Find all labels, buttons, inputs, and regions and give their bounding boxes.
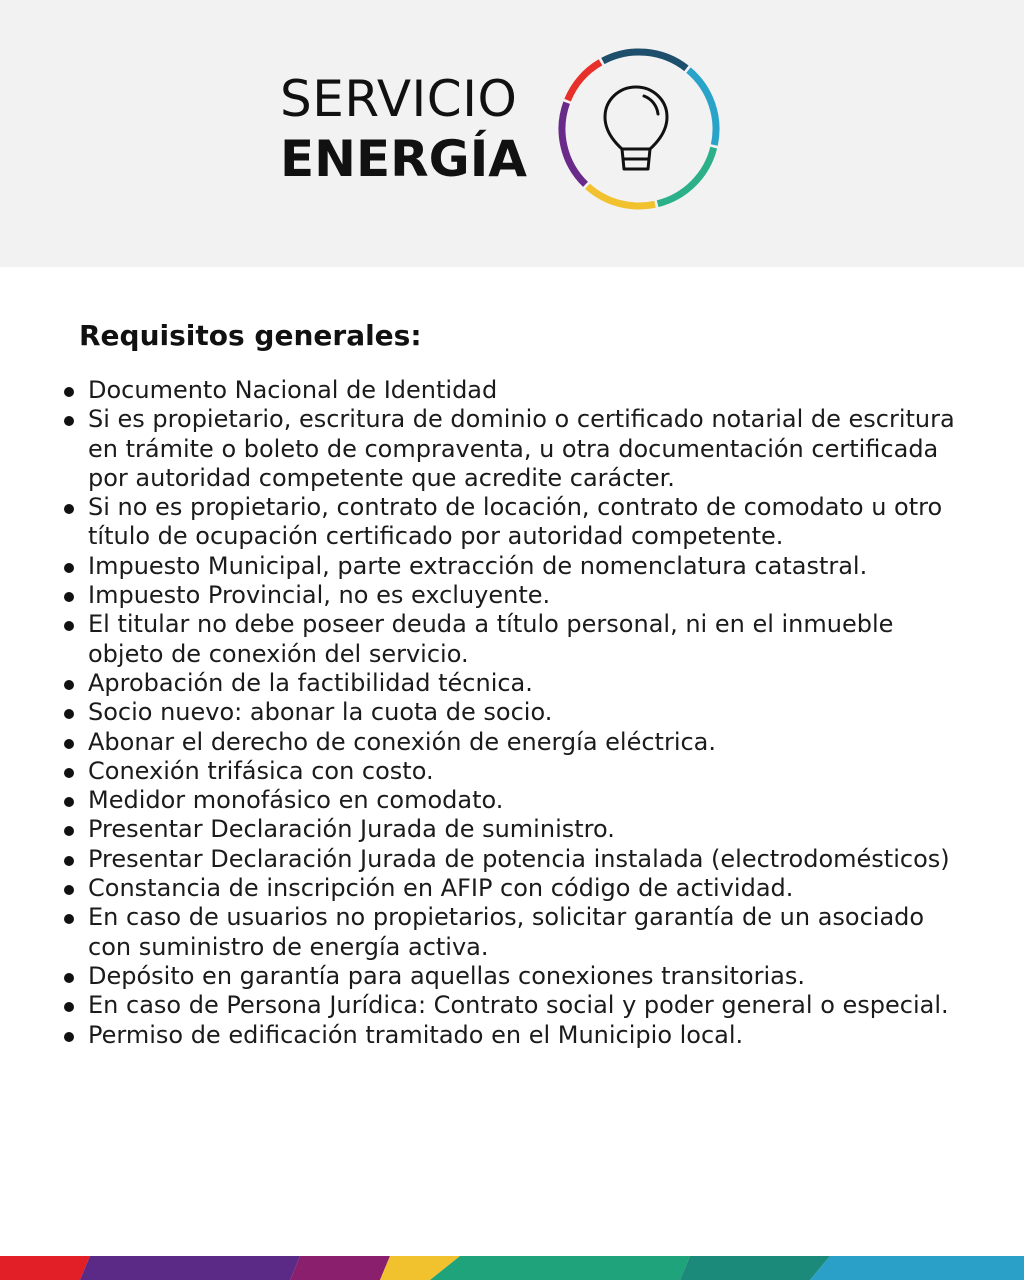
service-title (280, 70, 527, 188)
list-item (60, 786, 960, 815)
list-item-text: Impuesto Municipal, parte extracción de nomenclatura catastral. (88, 551, 868, 580)
list-item-text: Permiso de edificación tramitado en el Municipio local. (88, 1020, 744, 1049)
stripe-segment (810, 1256, 1024, 1280)
title-line-servicio: SERVICIO (280, 70, 518, 128)
list-item-text: Constancia de inscripción en AFIP con código de actividad. (88, 874, 794, 903)
list-item (60, 757, 960, 786)
bullet-icon (64, 768, 74, 778)
footer-color-stripe (0, 1256, 1024, 1280)
list-item (60, 991, 960, 1020)
ring-arc-blue (688, 70, 716, 145)
stripe-segment (290, 1256, 390, 1280)
list-item (60, 552, 960, 581)
section-heading: Requisitos generales: (79, 319, 422, 352)
ring-arc-red (568, 62, 601, 100)
stripe-segment (0, 1256, 90, 1280)
list-item-text: Depósito en garantía para aquellas conexiones transitorias. (88, 961, 805, 990)
bullet-icon (64, 621, 74, 631)
bullet-icon (64, 416, 74, 426)
bullet-icon (64, 504, 74, 514)
list-item-text: Presentar Declaración Jurada de suministro. (88, 815, 615, 844)
bullet-icon (64, 592, 74, 602)
list-item (60, 815, 960, 844)
stripe-segment (430, 1256, 690, 1280)
list-item (60, 903, 960, 962)
list-item-text: Si es propietario, escritura de dominio o certificado notarial de escritura en trámite o boleto de compraventa, u otra documentación certificada por autoridad competente que acredite carácter. (88, 405, 955, 492)
ring-arc-green (658, 148, 714, 204)
list-item-text: Si no es propietario, contrato de locación, contrato de comodato u otro título de ocupación certificado por autoridad competente. (88, 493, 943, 551)
stripe-segment (80, 1256, 300, 1280)
ring-arc-navy (603, 52, 687, 68)
title-line-energia: ENERGÍA (280, 130, 527, 188)
bullet-icon (64, 973, 74, 983)
list-item-text: En caso de Persona Jurídica: Contrato social y poder general o especial. (88, 991, 949, 1020)
list-item (60, 962, 960, 991)
bullet-icon (64, 387, 74, 397)
list-item (60, 493, 960, 552)
lightbulb-icon (556, 46, 722, 212)
bullet-icon (64, 739, 74, 749)
list-item (60, 405, 960, 493)
list-item (60, 669, 960, 698)
bullet-icon (64, 856, 74, 866)
requirements-list (60, 376, 960, 1050)
requirements-section (60, 316, 960, 1050)
bullet-icon (64, 914, 74, 924)
bullet-icon (64, 1032, 74, 1042)
list-item-text: Socio nuevo: abonar la cuota de socio. (88, 698, 553, 727)
header-banner (0, 0, 1024, 267)
bulb-glyph (605, 87, 667, 169)
bullet-icon (64, 797, 74, 807)
list-item-text: Impuesto Provincial, no es excluyente. (88, 581, 551, 610)
list-item-text: Aprobación de la factibilidad técnica. (88, 668, 533, 697)
list-item-text: Presentar Declaración Jurada de potencia instalada (electrodomésticos) (88, 844, 950, 873)
list-item-text: El titular no debe poseer deuda a título personal, ni en el inmueble objeto de conexión del servicio. (88, 610, 894, 668)
bullet-icon (64, 680, 74, 690)
bullet-icon (64, 1002, 74, 1012)
list-item-text: En caso de usuarios no propietarios, solicitar garantía de un asociado con suministro de energía activa. (88, 903, 925, 961)
bullet-icon (64, 563, 74, 573)
list-item (60, 1021, 960, 1050)
stripe-segment (680, 1256, 830, 1280)
list-item-text: Medidor monofásico en comodato. (88, 786, 504, 815)
list-item (60, 728, 960, 757)
bullet-icon (64, 826, 74, 836)
bullet-icon (64, 885, 74, 895)
list-item-text: Documento Nacional de Identidad (88, 376, 498, 404)
bullet-icon (64, 709, 74, 719)
list-item (60, 874, 960, 903)
list-item (60, 376, 960, 405)
ring-arc-purple (562, 103, 586, 185)
list-item-text: Conexión trifásica con costo. (88, 756, 434, 785)
list-item (60, 698, 960, 727)
ring-arc-yellow (587, 186, 655, 206)
list-item (60, 610, 960, 669)
list-item (60, 845, 960, 874)
list-item-text: Abonar el derecho de conexión de energía eléctrica. (88, 727, 717, 756)
list-item (60, 581, 960, 610)
